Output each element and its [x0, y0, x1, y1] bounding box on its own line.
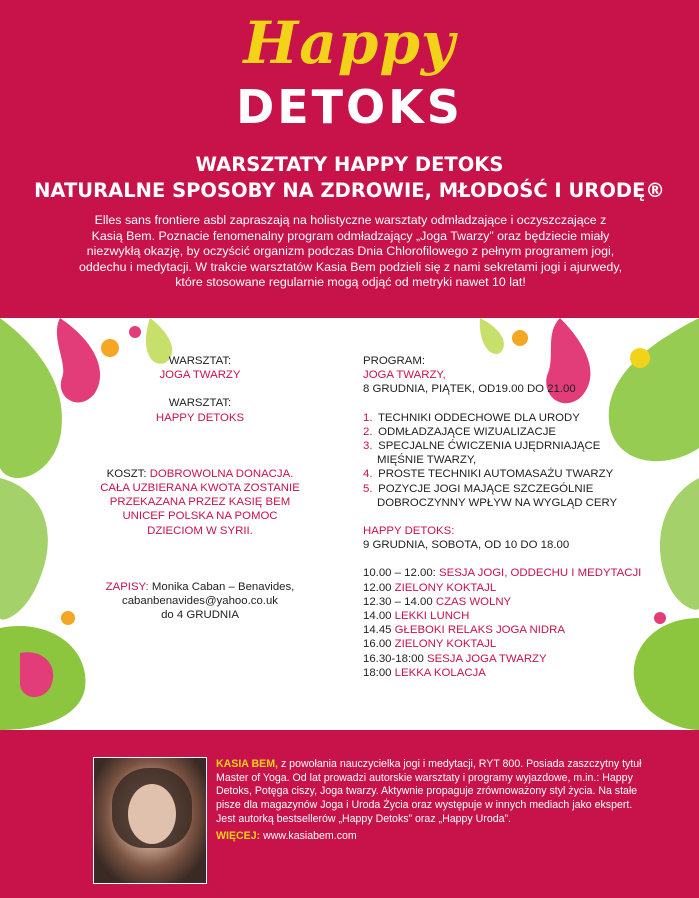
workshop-2-name: HAPPY DETOKS	[155, 411, 245, 424]
schedule-row: 16.30-18:00 SESJA JOGA TWARZY	[363, 652, 547, 665]
joga-list	[363, 411, 663, 510]
joga-date: 8 GRUDNIA, PIĄTEK, OD19.00 DO 21.00	[363, 383, 576, 396]
workshop-2-label: WARSZTAT:	[168, 397, 232, 410]
schedule-row: 18:00 LEKKA KOLACJA	[363, 666, 486, 679]
schedule-row: 12.00 ZIELONY KOKTAJL	[363, 581, 497, 594]
schedule-row: 16.00 ZIELONY KOKTAJL	[363, 638, 497, 651]
list-item: 5. POZYCJE JOGI MAJĄCE SZCZEGÓLNIE	[363, 482, 594, 495]
more-link[interactable]: www.kasiabem.com	[260, 829, 357, 842]
more-info	[216, 830, 646, 844]
schedule-row: 14.00 LEKKI LUNCH	[363, 610, 470, 623]
author-photo-face	[128, 784, 176, 844]
workshop-1-label: WARSZTAT:	[168, 355, 232, 367]
cost-line-1	[75, 467, 325, 481]
program-column	[363, 354, 663, 680]
program-label: PROGRAM:	[363, 355, 426, 367]
workshop-1-name: JOGA TWARZY	[159, 369, 241, 382]
schedule-row: 14.45 GŁEBOKI RELAKS JOGA NIDRA	[363, 624, 565, 637]
author-photo	[93, 757, 207, 884]
cost-line-2: CAŁA UZBIERANA KWOTA ZOSTANIE	[100, 482, 300, 495]
headline	[0, 152, 699, 204]
program-section	[0, 318, 699, 730]
cost-value: DOBROWOLNA DONACJA.	[149, 467, 294, 480]
author-bio	[216, 758, 646, 843]
detoks-schedule	[363, 566, 663, 680]
headline-line-1: WARSZTATY HAPPY DETOKS	[195, 153, 504, 176]
list-item-cont: DOBROCZYNNY WPŁYW NA WYGLĄD CERY	[377, 496, 618, 509]
list-item-cont: MIĘŚNIE TWARZY,	[377, 454, 477, 467]
cost-line-5: DZIECIOM W SYRII.	[147, 524, 253, 537]
detoks-date: 9 GRUDNIA, SOBOTA, OD 10 DO 18.00	[363, 539, 570, 552]
list-item: 3. SPECJALNE ĆWICZENIA UJĘDRNIAJĄCE	[363, 440, 601, 453]
cost-line-3: PRZEKAZANA PRZEZ KASIĘ BEM	[109, 496, 291, 509]
more-label: WIĘCEJ:	[216, 829, 261, 842]
joga-title: JOGA TWARZY,	[363, 369, 446, 382]
signup-name: Monika Caban – Benavides,	[151, 580, 295, 593]
list-item: 1. TECHNIKI ODDECHOWE DLA URODY	[363, 411, 580, 424]
list-item: 4. PROSTE TECHNIKI AUTOMASAŻU TWARZY	[363, 468, 614, 481]
bio-body: z powołania nauczycielka jogi i medytacji, RYT 800. Posiada zaszczytny tytuł Master of Yoga. Od lat prowadzi autorskie warsztaty i programy wyjazdowe, m.in.: Happy Detoks, Potęga ciszy, Joga twarzy. Aktywnie propaguje zrównoważony styl życia. Na stałe pisze dla magazynów Joga i Uroda Życia oraz występuje w innych mediach jako ekspert. Jest autorką bestsellerów „Happy Detoks” oraz „Happy Uroda”.	[216, 758, 642, 825]
bio-text	[216, 758, 646, 827]
author-name: KASIA BEM,	[216, 758, 278, 770]
info-column	[75, 354, 325, 622]
cost-line-4: UNICEF POLSKA NA POMOC	[122, 510, 278, 523]
signup-deadline: do 4 GRUDNIA	[161, 609, 239, 622]
detoks-title: HAPPY DETOKS:	[363, 525, 455, 538]
cost-label: KOSZT:	[106, 467, 147, 480]
headline-line-2: NATURALNE SPOSOBY NA ZDROWIE, MŁODOŚĆ I URODĘ®	[34, 179, 665, 202]
logo-detoks-text: DETOKS	[236, 80, 463, 134]
bio-section	[0, 730, 699, 898]
logo-happy-text: Happy	[243, 9, 456, 77]
signup-line-1	[75, 580, 325, 594]
signup-email[interactable]: cabanbenavides@yahoo.co.uk	[122, 595, 278, 608]
paisley-left	[0, 478, 85, 730]
schedule-row: 10.00 – 12.00: SESJA JOGI, ODDECHU I MEDYTACJI	[363, 567, 642, 580]
schedule-row: 12.30 – 14.00 CZAS WOLNY	[363, 595, 512, 608]
list-item: 2. ODMŁADZAJĄCE WIZUALIZACJE	[363, 425, 557, 438]
intro-paragraph: Elles sans frontiere asbl zapraszają na holistyczne warsztaty odmładzające i oczyszczające z Kasią Bem. Poznacie fenomenalny program odmładzający „Joga Twarzy” oraz będziecie miały niezwykłą okazję, by oczyścić organizm podczas Dnia Chlorofilowego z pełnym programem jogi, oddechu i medytacji. W trakcie warsztatów Kasia Bem podzieli się z nami sekretami jogi i ajurwedy, które stosowane regularnie mogą odjąć od metryki nawet 10 lat!	[78, 213, 623, 290]
signup-label: ZAPISY:	[105, 580, 149, 593]
header-banner	[0, 0, 699, 318]
